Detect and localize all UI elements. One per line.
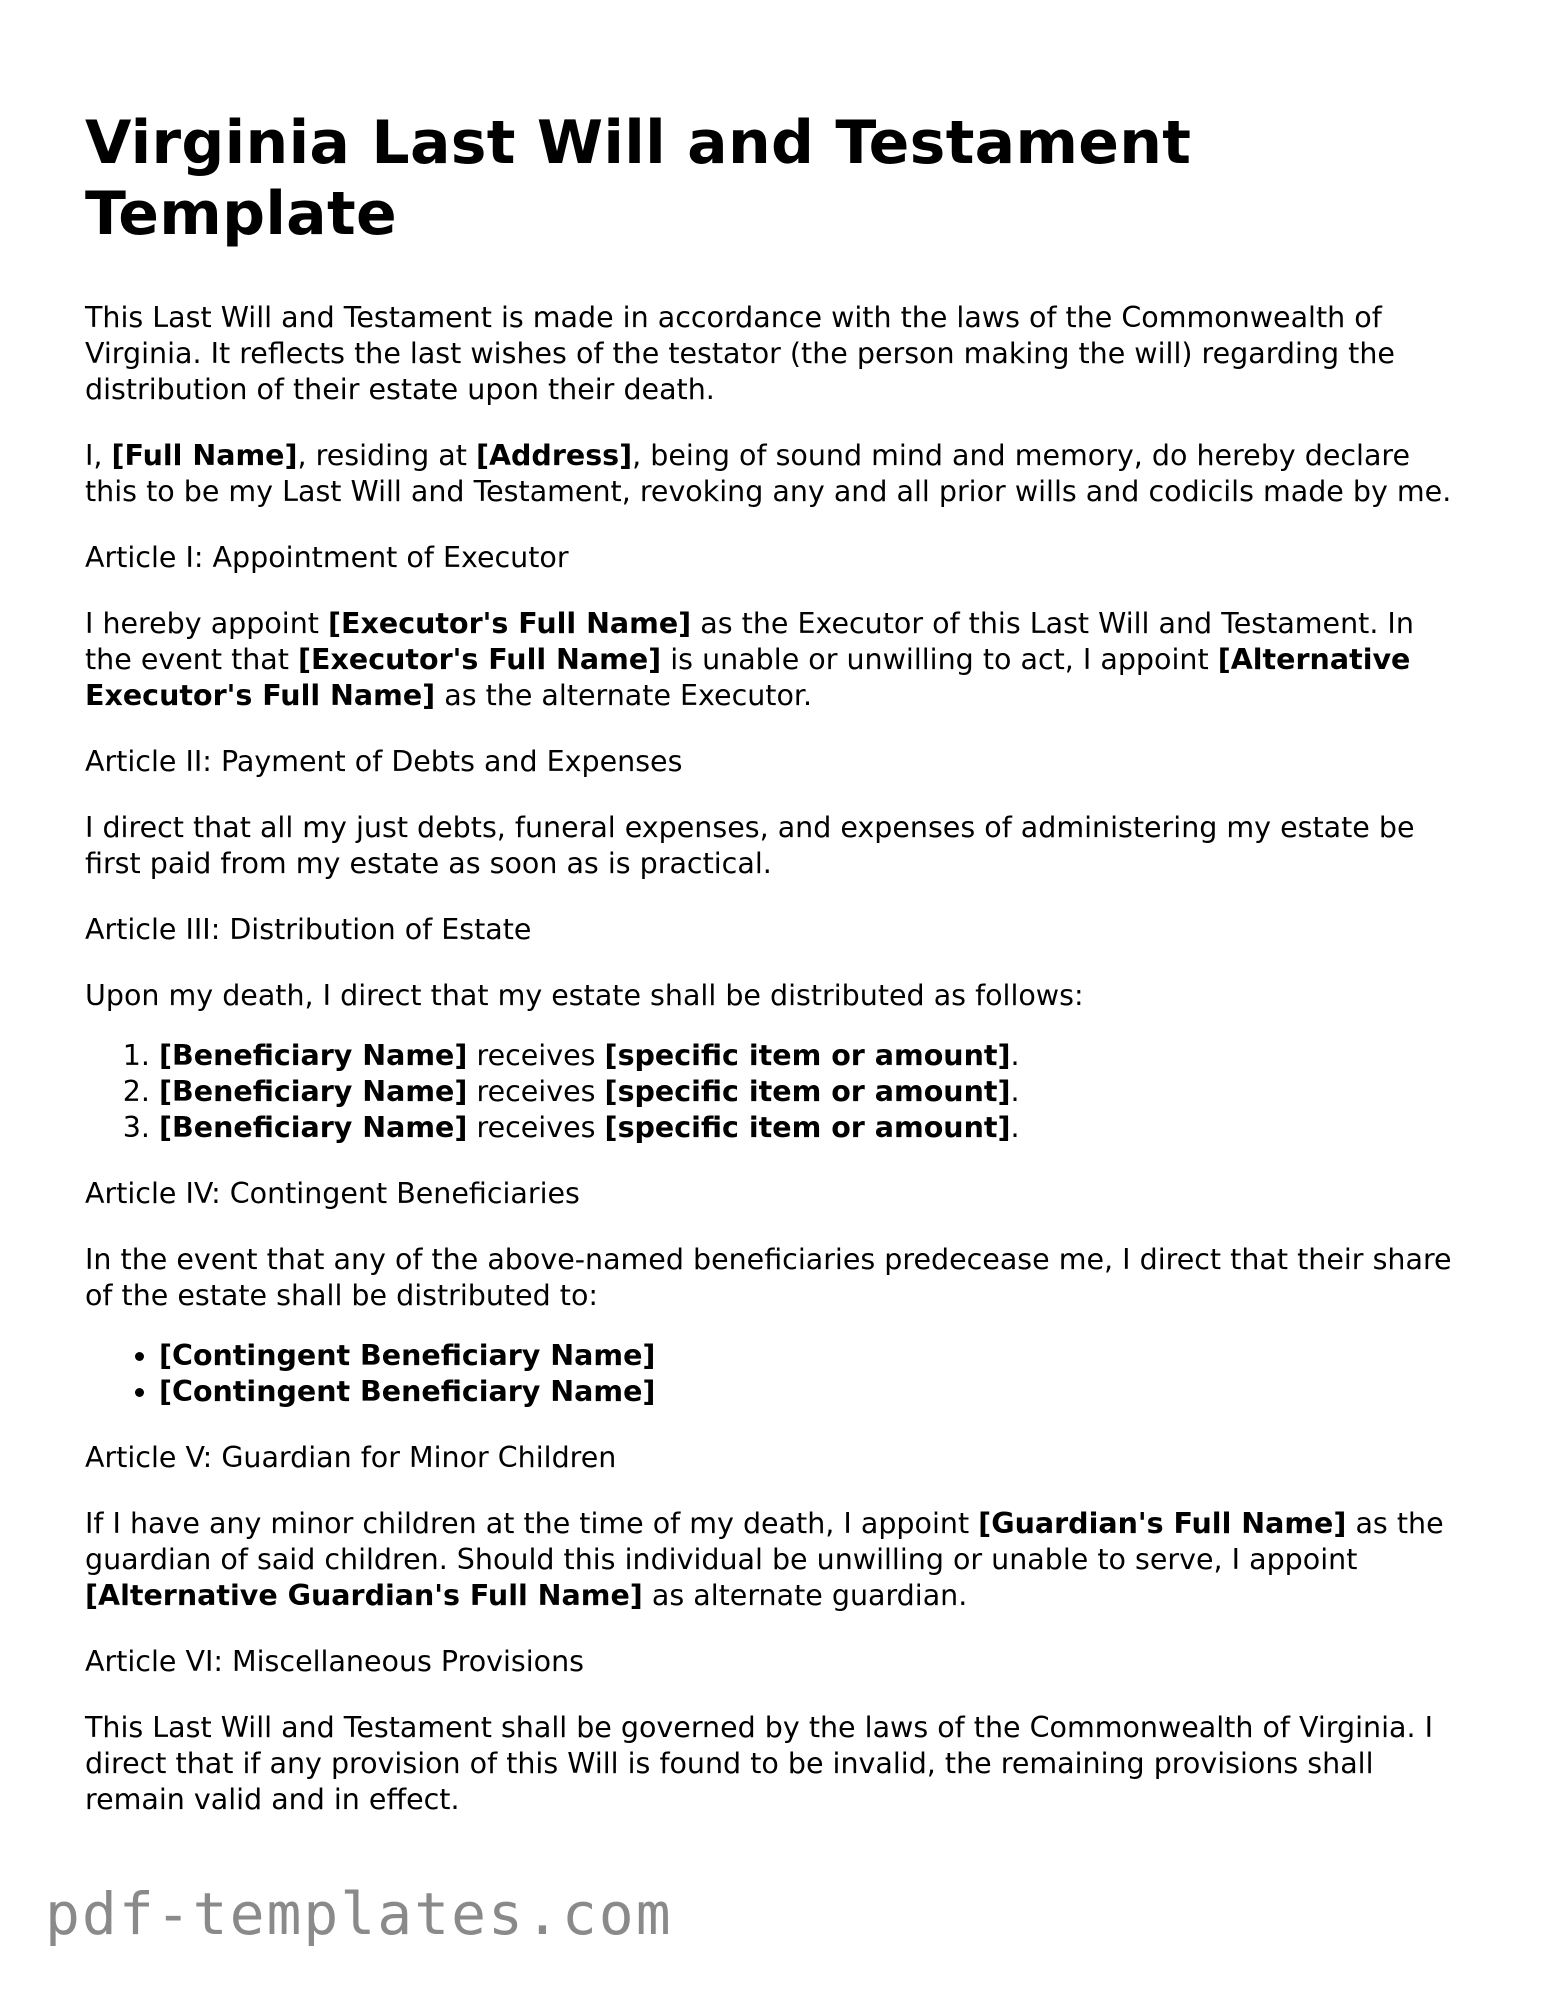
article-2-heading: Article II: Payment of Debts and Expenses: [85, 745, 683, 778]
list-item: [159, 1038, 1465, 1074]
article-5-body: [85, 1506, 1465, 1614]
alt-executor-name-placeholder: [Alternative Executor's Full Name]: [85, 643, 1411, 712]
beneficiary-name-placeholder: [Beneficiary Name]: [159, 1075, 468, 1108]
article-6-body: This Last Will and Testament shall be governed by the laws of the Commonwealth of Virginia. I direct that if any provision of this Will is found to be invalid, the remaining provisions shall remain valid and in effect.: [85, 1711, 1434, 1816]
list-item-text: .: [1010, 1111, 1020, 1144]
article-4-body: In the event that any of the above-named beneficiaries predecease me, I direct that their share of the estate shall be distributed to:: [85, 1243, 1452, 1312]
article-1-text: as the alternate Executor.: [435, 679, 813, 712]
list-item-text: receives: [467, 1111, 605, 1144]
contingent-beneficiary-list: [85, 1338, 1465, 1410]
article-5-text: If I have any minor children at the time of my death, I appoint: [85, 1507, 979, 1540]
article-4-heading: Article IV: Contingent Beneficiaries: [85, 1177, 580, 1210]
declaration-text: , residing at: [297, 439, 476, 472]
article-1-text: as the Executor of this Last Will and Testament. In the event that: [85, 607, 1414, 676]
article-1-body: [85, 606, 1465, 714]
article-1-text: I hereby appoint: [85, 607, 329, 640]
executor-name-placeholder: [Executor's Full Name]: [328, 607, 692, 640]
full-name-placeholder: [Full Name]: [111, 439, 298, 472]
list-item-text: receives: [467, 1039, 605, 1072]
article-6-heading: Article VI: Miscellaneous Provisions: [85, 1645, 585, 1678]
declaration-text: I,: [85, 439, 112, 472]
list-item-text: .: [1010, 1039, 1020, 1072]
list-item: [159, 1110, 1465, 1146]
beneficiary-list: [85, 1038, 1465, 1146]
article-5-text: as alternate guardian.: [642, 1579, 968, 1612]
list-item: [159, 1074, 1465, 1110]
alt-guardian-name-placeholder: [Alternative Guardian's Full Name]: [85, 1579, 643, 1612]
beneficiary-name-placeholder: [Beneficiary Name]: [159, 1111, 468, 1144]
watermark: pdf-templates.com: [45, 1880, 673, 1948]
beneficiary-name-placeholder: [Beneficiary Name]: [159, 1039, 468, 1072]
item-amount-placeholder: [specific item or amount]: [604, 1039, 1011, 1072]
intro-paragraph: This Last Will and Testament is made in accordance with the laws of the Commonwealth of Virginia. It reflects the last wishes of the testator (the person making the will) regarding the distribution of their estate upon their death.: [85, 301, 1395, 406]
list-item: [159, 1338, 1465, 1374]
article-3-body: Upon my death, I direct that my estate shall be distributed as follows:: [85, 979, 1084, 1012]
declaration-paragraph: [85, 438, 1465, 510]
list-item-text: .: [1010, 1075, 1020, 1108]
page-title: Virginia Last Will and Testament Template: [85, 108, 1192, 249]
list-item-text: receives: [467, 1075, 605, 1108]
list-item: [159, 1374, 1465, 1410]
contingent-beneficiary-placeholder: [Contingent Beneficiary Name]: [159, 1375, 656, 1408]
article-5-heading: Article V: Guardian for Minor Children: [85, 1441, 617, 1474]
address-placeholder: [Address]: [475, 439, 633, 472]
declaration-text: , being of sound mind and memory, do hereby declare this to be my Last Will and Testament, revoking any and all prior wills and codicils made by me.: [85, 439, 1452, 508]
item-amount-placeholder: [specific item or amount]: [604, 1075, 1011, 1108]
article-2-body: I direct that all my just debts, funeral expenses, and expenses of administering my estate be first paid from my estate as soon as is practical.: [85, 811, 1415, 880]
item-amount-placeholder: [specific item or amount]: [604, 1111, 1011, 1144]
contingent-beneficiary-placeholder: [Contingent Beneficiary Name]: [159, 1339, 656, 1372]
guardian-name-placeholder: [Guardian's Full Name]: [978, 1507, 1347, 1540]
article-5-text: as the guardian of said children. Should this individual be unwilling or unable to serve, I appoint: [85, 1507, 1444, 1576]
article-1-text: is unable or unwilling to act, I appoint: [661, 643, 1218, 676]
article-3-heading: Article III: Distribution of Estate: [85, 913, 532, 946]
document-page: [85, 108, 1465, 1848]
article-1-heading: Article I: Appointment of Executor: [85, 541, 569, 574]
executor-name-placeholder: [Executor's Full Name]: [298, 643, 662, 676]
